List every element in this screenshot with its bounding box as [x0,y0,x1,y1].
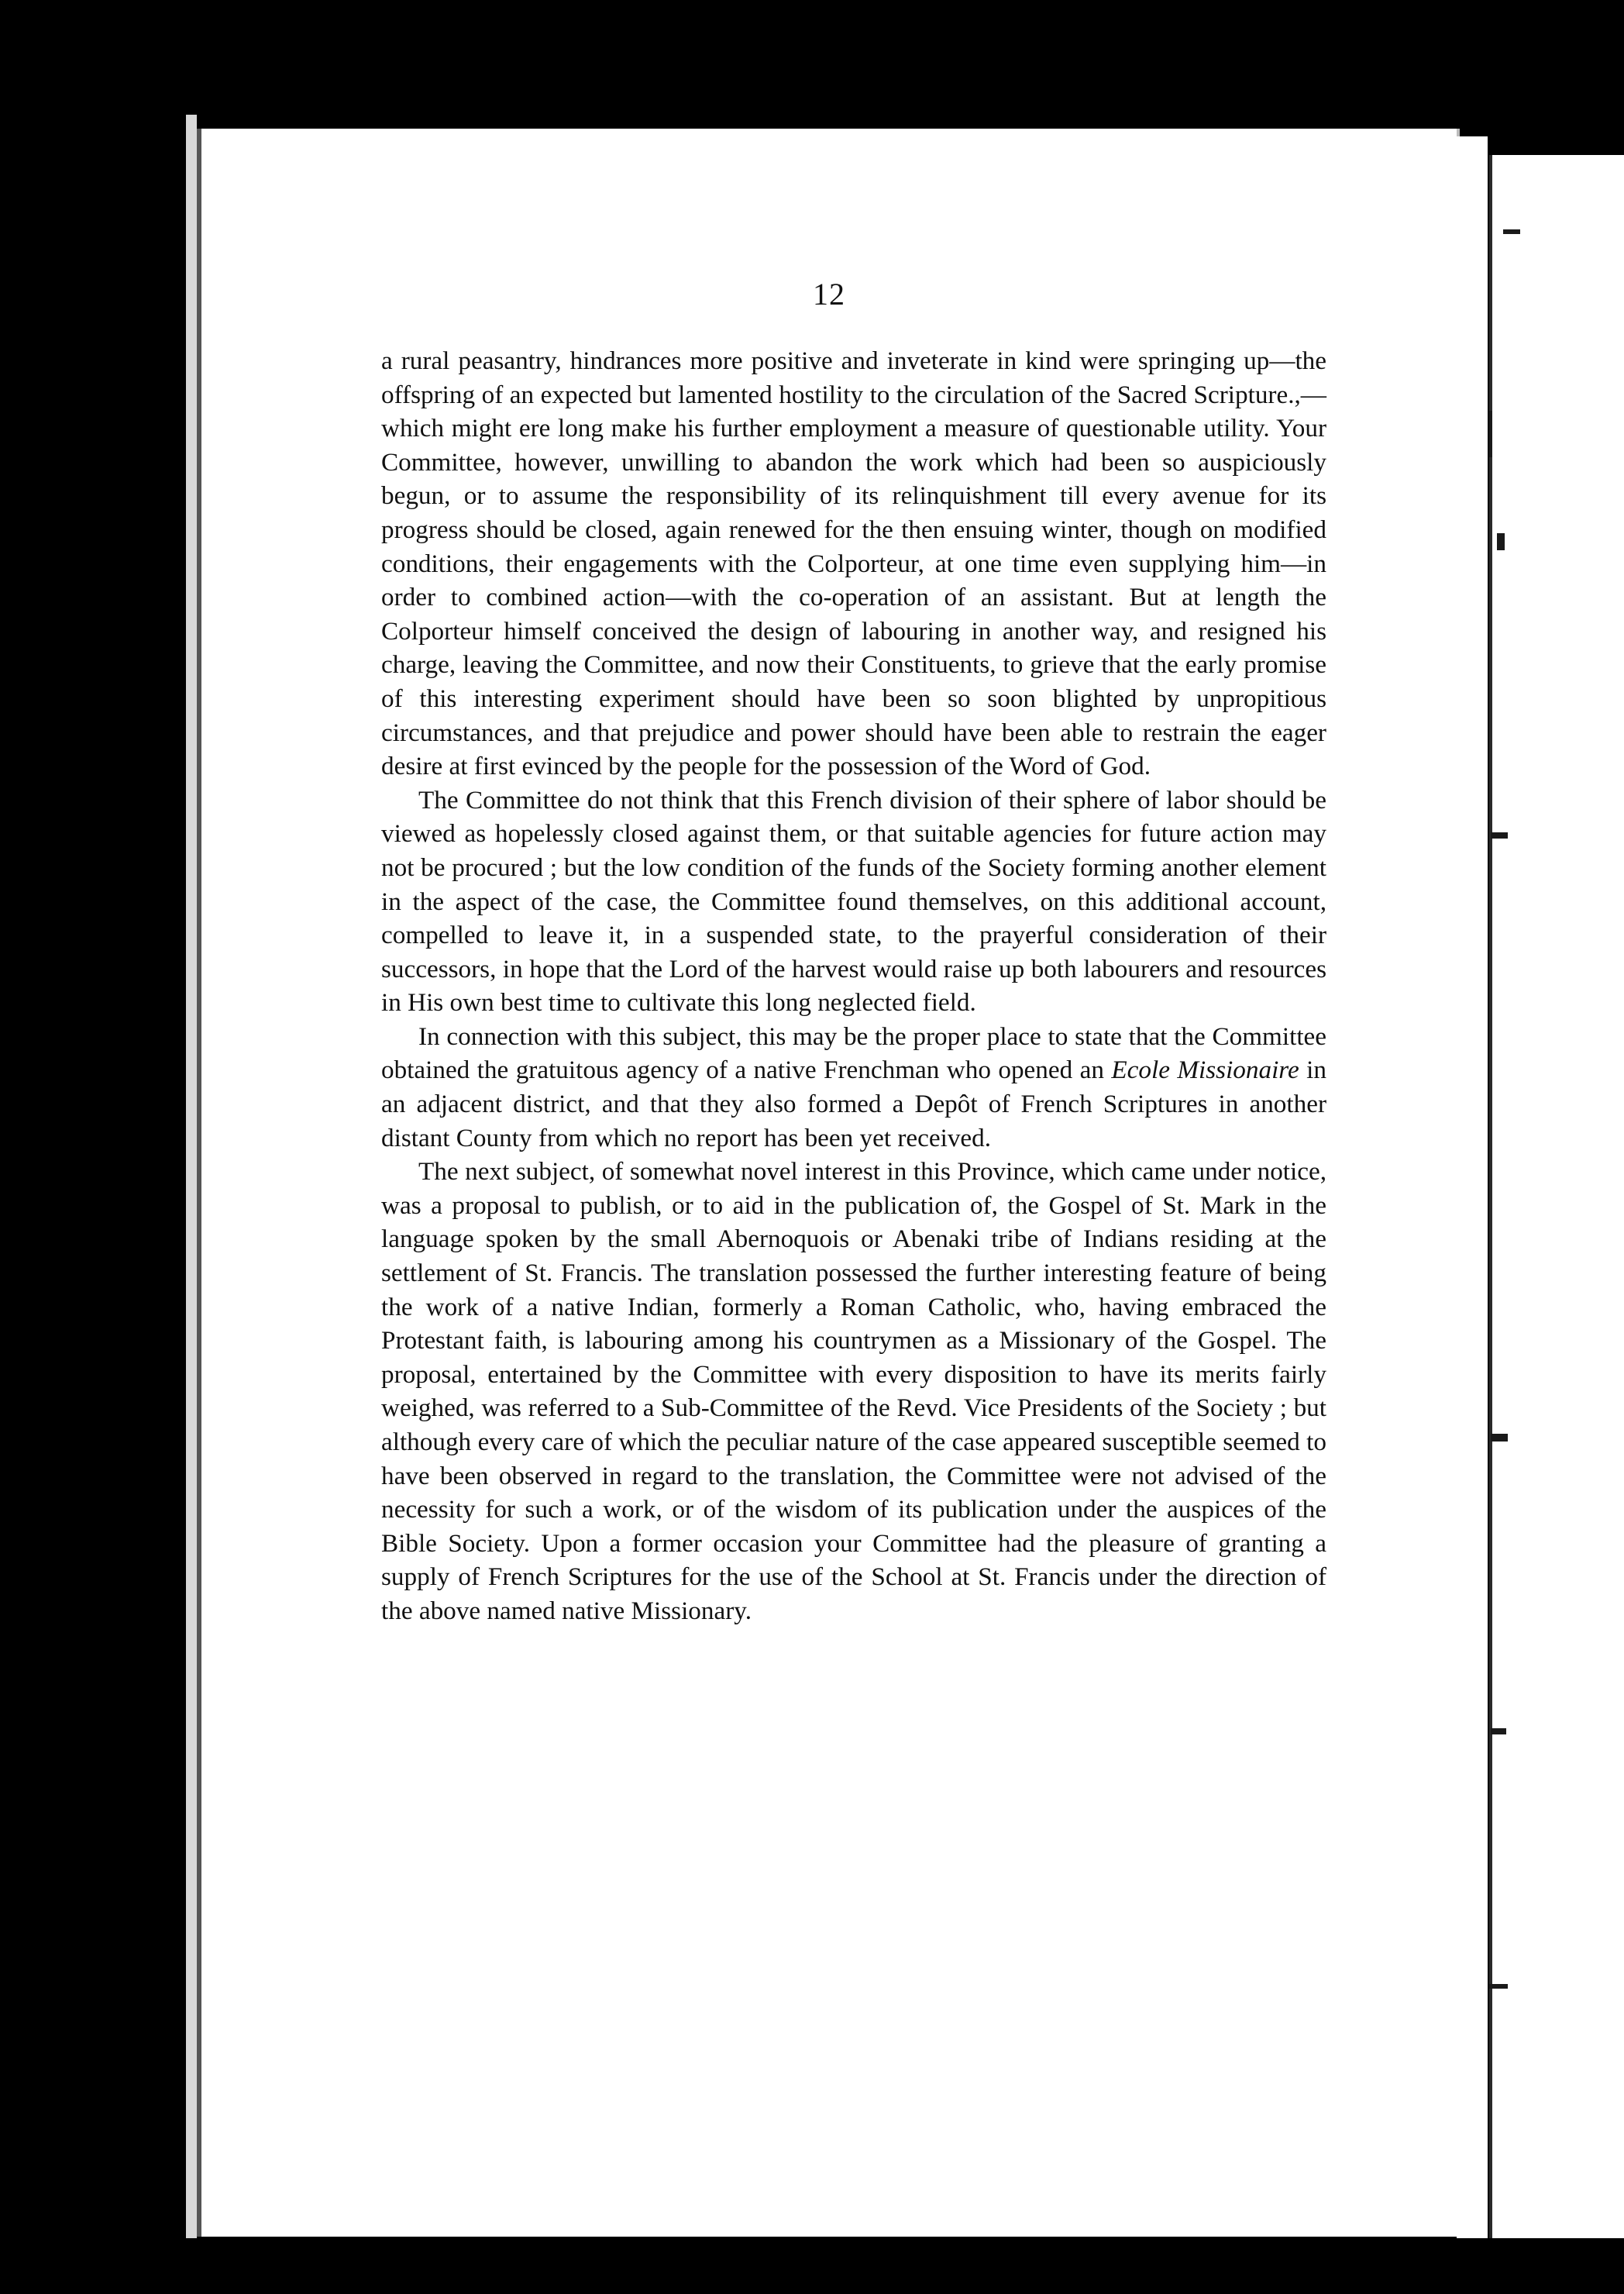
body-text [381,344,1326,1628]
adjoining-sheet [1457,136,1488,2238]
paragraph-1: a rural peasantry, hindrances more positive and inveterate in kind were springing up—the offspring of an expected but lamented hostility to the circulation of the Sacred Scripture.,—which might ere long make his further employment a measure of questionable utility. Your Committee, however, unwilling to abandon the work which had been so auspiciously begun, or to assume the responsibility of its relinquishment till every avenue for its progress should be closed, again renewed for the then ensuing winter, though on modified conditions, their engagements with the Colporteur, at one time even supplying him—in order to combined action—with the co-operation of an assistant. But at length the Colporteur himself conceived the design of labouring in another way, and resigned his charge, leaving the Committee, and now their Constituents, to grieve that the early promise of this interesting experiment should have been so soon blighted by unpropitious circumstances, and that prejudice and power should have been able to restrain the eager desire at first evinced by the people for the possession of the Word of God. [381,346,1326,781]
paragraph-3-end: in an adjacent district, and that they also formed a Depôt of French Scriptures in another distant County from which no report has been yet received. [381,1056,1326,1152]
scan-artifact [1503,229,1520,234]
scan-left-margin [186,115,197,2238]
page-number: 12 [813,277,845,312]
scan-artifact [1497,533,1505,550]
paragraph-2: The Committee do not think that this French division of their sphere of labor should be viewed as hopelessly closed against them, or that suitable agencies for future action may not be procured ; but the low condition of the funds of the Society forming another element in the aspect of the case, the Committee found themselves, on this additional account, compelled to leave it, in a suspended state, to the prayerful consideration of their successors, in hope that the Lord of the harvest would raise up both labourers and resources in His own best time to cultivate this long neglected field. [381,785,1326,1018]
paragraph-4: The next subject, of somewhat novel interest in this Province, which came under notice, was a proposal to publish, or to aid in the publication of, the Gospel of St. Mark in the language spoken by the small Abernoquois or Abenaki tribe of Indians residing at the settlement of St. Francis. The translation possessed the further interesting feature of being the work of a native Indian, formerly a Roman Catholic, who, having embraced the Protestant faith, is labouring among his countrymen as a Missionary of the Gospel. The proposal, entertained by the Committee with every disposition to have its merits fairly weighed, was referred to a Sub-Committee of the Revd. Vice Presidents of the Society ; but although every care of which the peculiar nature of the case appeared susceptible seemed to have been observed in regard to the translation, the Committee were not advised of the necessity for such a work, or of the wisdom of its publication under the auspices of the Bible Society. Upon a former occasion your Committee had the pleasure of granting a supply of French Scriptures for the use of the School at St. Francis under the direction of the above named native Missionary. [381,1157,1326,1625]
paragraph-3 [381,1020,1326,1155]
scan-artifact [1491,1728,1506,1734]
scan-artifact [1489,411,1492,457]
scan-artifact [1491,832,1508,839]
ecole-missionaire-italic: Ecole Missionaire [1111,1056,1299,1085]
adjoining-sheet-right [1489,155,1624,2238]
scan-artifact [1489,1984,1508,1989]
document-page [197,129,1457,2237]
scan-artifact [1491,1434,1508,1442]
paragraph-3-start: In connection with this subject, this may be the proper place to state that the Committee obtained the gratuitous agency of a native Frenchman who opened an [381,1021,1326,1085]
